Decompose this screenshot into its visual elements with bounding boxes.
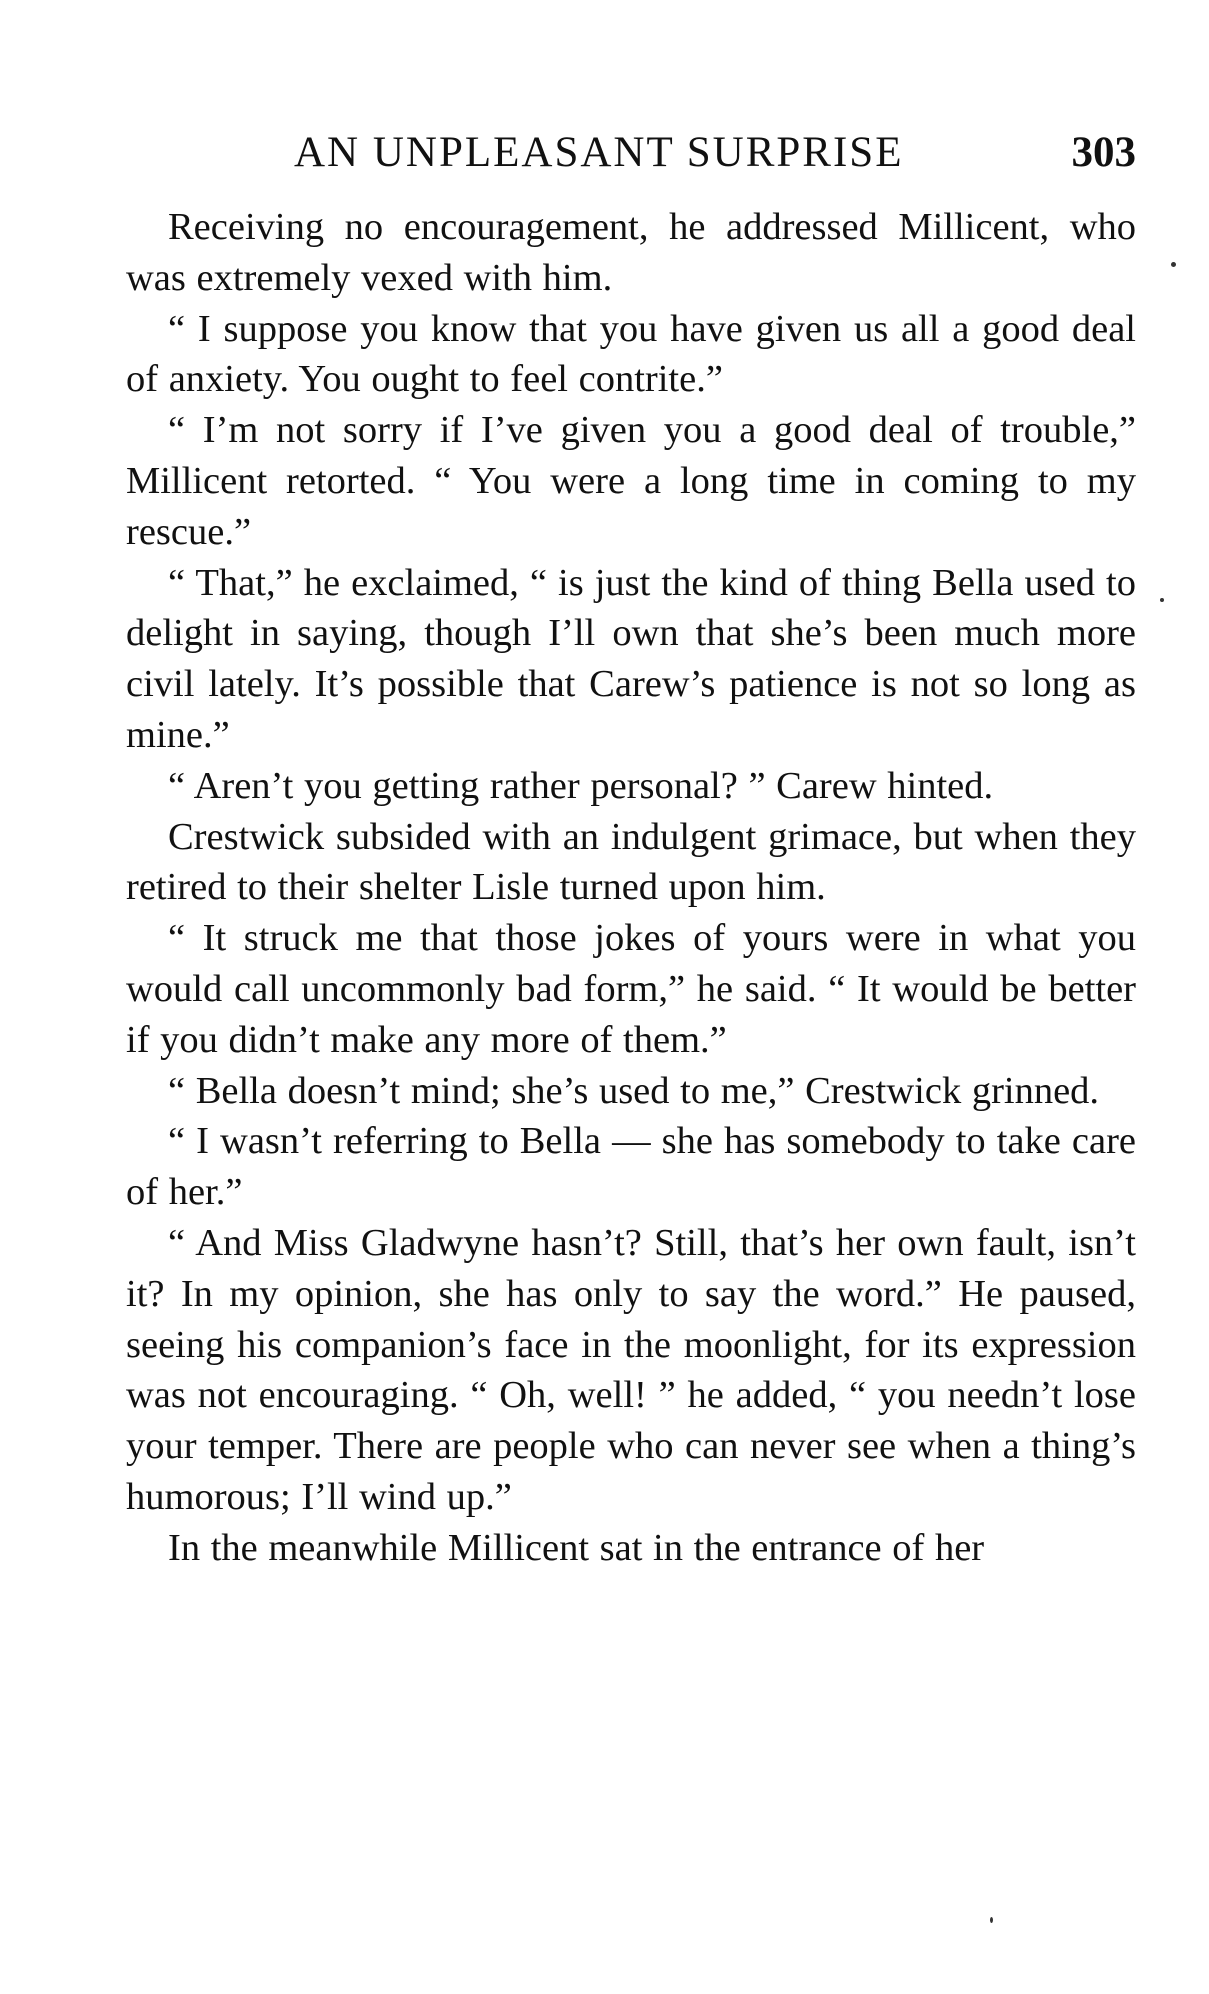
paragraph: “ Aren’t you getting rather personal? ” Carew hinted. <box>168 764 994 807</box>
paragraph: Crestwick subsided with an indulgent grimace, but when they retired to their shelter Lisle turned upon him. <box>126 815 1136 909</box>
body-text <box>126 202 1136 1574</box>
paragraph: Receiving no encouragement, he addressed Millicent, who was extremely vexed with him. <box>126 206 1136 299</box>
running-title: AN UNPLEASANT SURPRISE <box>294 129 904 176</box>
book-page <box>126 120 1136 1574</box>
paragraph: “ Bella doesn’t mind; she’s used to me,” Crestwick grinned. <box>168 1069 1100 1112</box>
paragraph: “ It struck me that those jokes of yours were in what you would call uncommonly bad form,” he said. “ It would be better if you didn’t make any more of them.” <box>126 917 1136 1061</box>
scan-speck <box>1171 262 1176 267</box>
paragraph: “ I suppose you know that you have given us all a good deal of anxiety. You ought to feel contrite.” <box>126 307 1136 401</box>
paragraph: “ I wasn’t referring to Bella — she has somebody to take care of her.” <box>126 1120 1136 1214</box>
paragraph: “ And Miss Gladwyne hasn’t? Still, that’s her own fault, isn’t it? In my opinion, she has only to say the word.” He paused, seeing his companion’s face in the moonlight, for its expression was not encouraging. “ Oh, well! ” he added, “ you needn’t lose your temper. There are people who can never see when a thing’s humorous; I’ll wind up.” <box>126 1221 1136 1518</box>
paragraph: In the meanwhile Millicent sat in the entrance of her <box>168 1526 985 1569</box>
scan-speck <box>1160 598 1164 602</box>
paragraph: “ I’m not sorry if I’ve given you a good deal of trouble,” Millicent retorted. “ You were a long time in coming to my rescue.” <box>126 409 1136 553</box>
page-number: 303 <box>1071 129 1136 176</box>
paragraph: “ That,” he exclaimed, “ is just the kind of thing Bella used to delight in saying, though I’ll own that she’s been much more civil lately. It’s possible that Carew’s patience is not so long as mine.” <box>126 561 1136 756</box>
running-head <box>126 120 1136 180</box>
scan-speck <box>990 1917 993 1923</box>
